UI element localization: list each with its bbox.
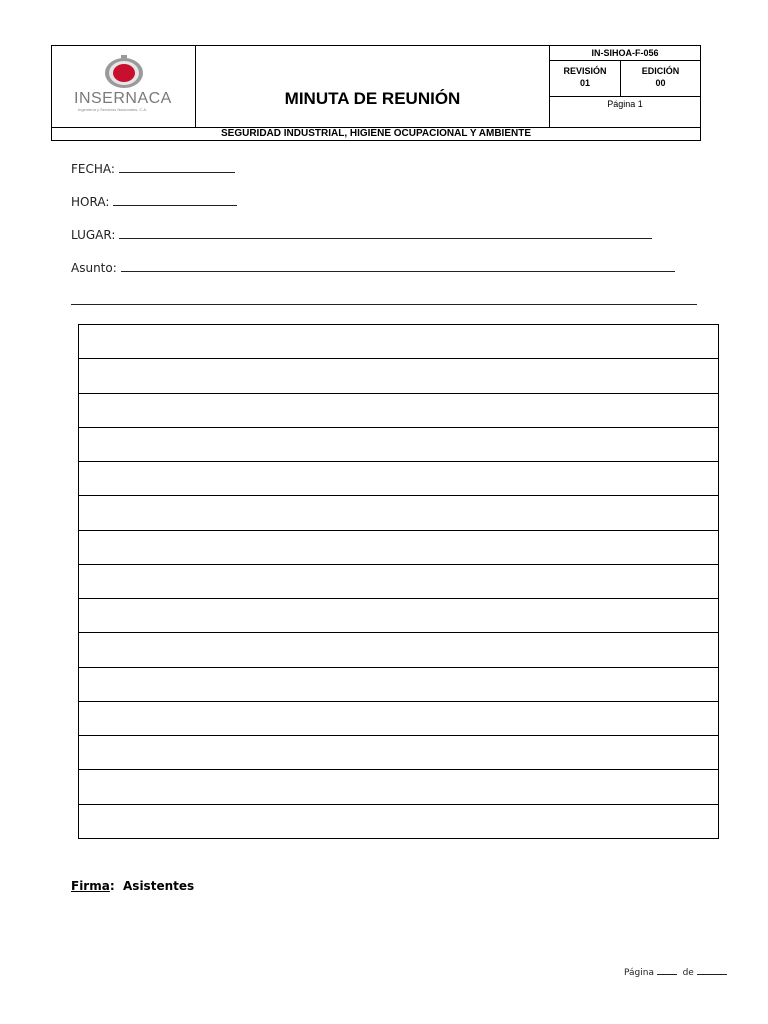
footer-pagina-label: Página — [624, 968, 654, 978]
table-row[interactable] — [79, 702, 718, 736]
table-row[interactable] — [79, 668, 718, 702]
title-cell — [196, 46, 550, 127]
asunto-line[interactable] — [121, 259, 675, 272]
asunto-field — [71, 259, 675, 275]
firma-colon: : — [109, 879, 115, 893]
table-row[interactable] — [79, 805, 718, 839]
logo-cell — [52, 46, 196, 127]
table-row[interactable] — [79, 565, 718, 599]
edition-cell — [621, 61, 700, 97]
asunto-continuation-line[interactable] — [71, 304, 697, 305]
edition-label: EDICIÓN — [641, 66, 680, 76]
table-row[interactable] — [79, 599, 718, 633]
document-code: IN-SIHOA-F-056 — [550, 46, 700, 61]
revision-cell — [550, 61, 621, 97]
footer-page-line[interactable] — [657, 965, 677, 975]
edition-value: 00 — [655, 78, 666, 88]
table-row[interactable] — [79, 394, 718, 428]
lugar-label: LUGAR: — [71, 228, 116, 242]
document-title: MINUTA DE REUNIÓN — [284, 89, 461, 108]
hora-label: HORA: — [71, 195, 110, 209]
firma-label: Firma — [71, 879, 110, 893]
table-row[interactable] — [79, 462, 718, 496]
document-header — [51, 45, 701, 141]
table-row[interactable] — [79, 496, 718, 530]
lugar-field — [71, 226, 652, 242]
logo-text: INSERNACA — [74, 90, 172, 107]
minutes-table — [78, 324, 719, 839]
fecha-field — [71, 160, 235, 176]
footer-total-line[interactable] — [697, 965, 727, 975]
table-row[interactable] — [79, 633, 718, 667]
page-footer — [624, 965, 727, 978]
insernaca-logo-icon — [102, 54, 146, 90]
fecha-line[interactable] — [119, 160, 235, 173]
lugar-line[interactable] — [119, 226, 652, 239]
table-row[interactable] — [79, 325, 718, 359]
footer-de-label: de — [682, 968, 694, 978]
fecha-label: FECHA: — [71, 162, 115, 176]
asistentes-label: Asistentes — [123, 879, 195, 893]
table-row[interactable] — [79, 736, 718, 770]
asunto-label: Asunto: — [71, 261, 117, 275]
table-row[interactable] — [79, 531, 718, 565]
revision-label: REVISIÓN — [563, 66, 607, 76]
document-subtitle: SEGURIDAD INDUSTRIAL, HIGIENE OCUPACIONAL Y AMBIENTE — [52, 127, 700, 141]
logo-subtext: Ingeniería y Servicios Nacionales, C.A. — [78, 107, 148, 112]
signature-section — [71, 879, 194, 893]
table-row[interactable] — [79, 428, 718, 462]
table-row[interactable] — [79, 359, 718, 393]
hora-line[interactable] — [113, 193, 237, 206]
page-number: Página 1 — [607, 99, 643, 109]
table-row[interactable] — [79, 770, 718, 804]
hora-field — [71, 193, 237, 209]
revision-value: 01 — [579, 78, 590, 88]
